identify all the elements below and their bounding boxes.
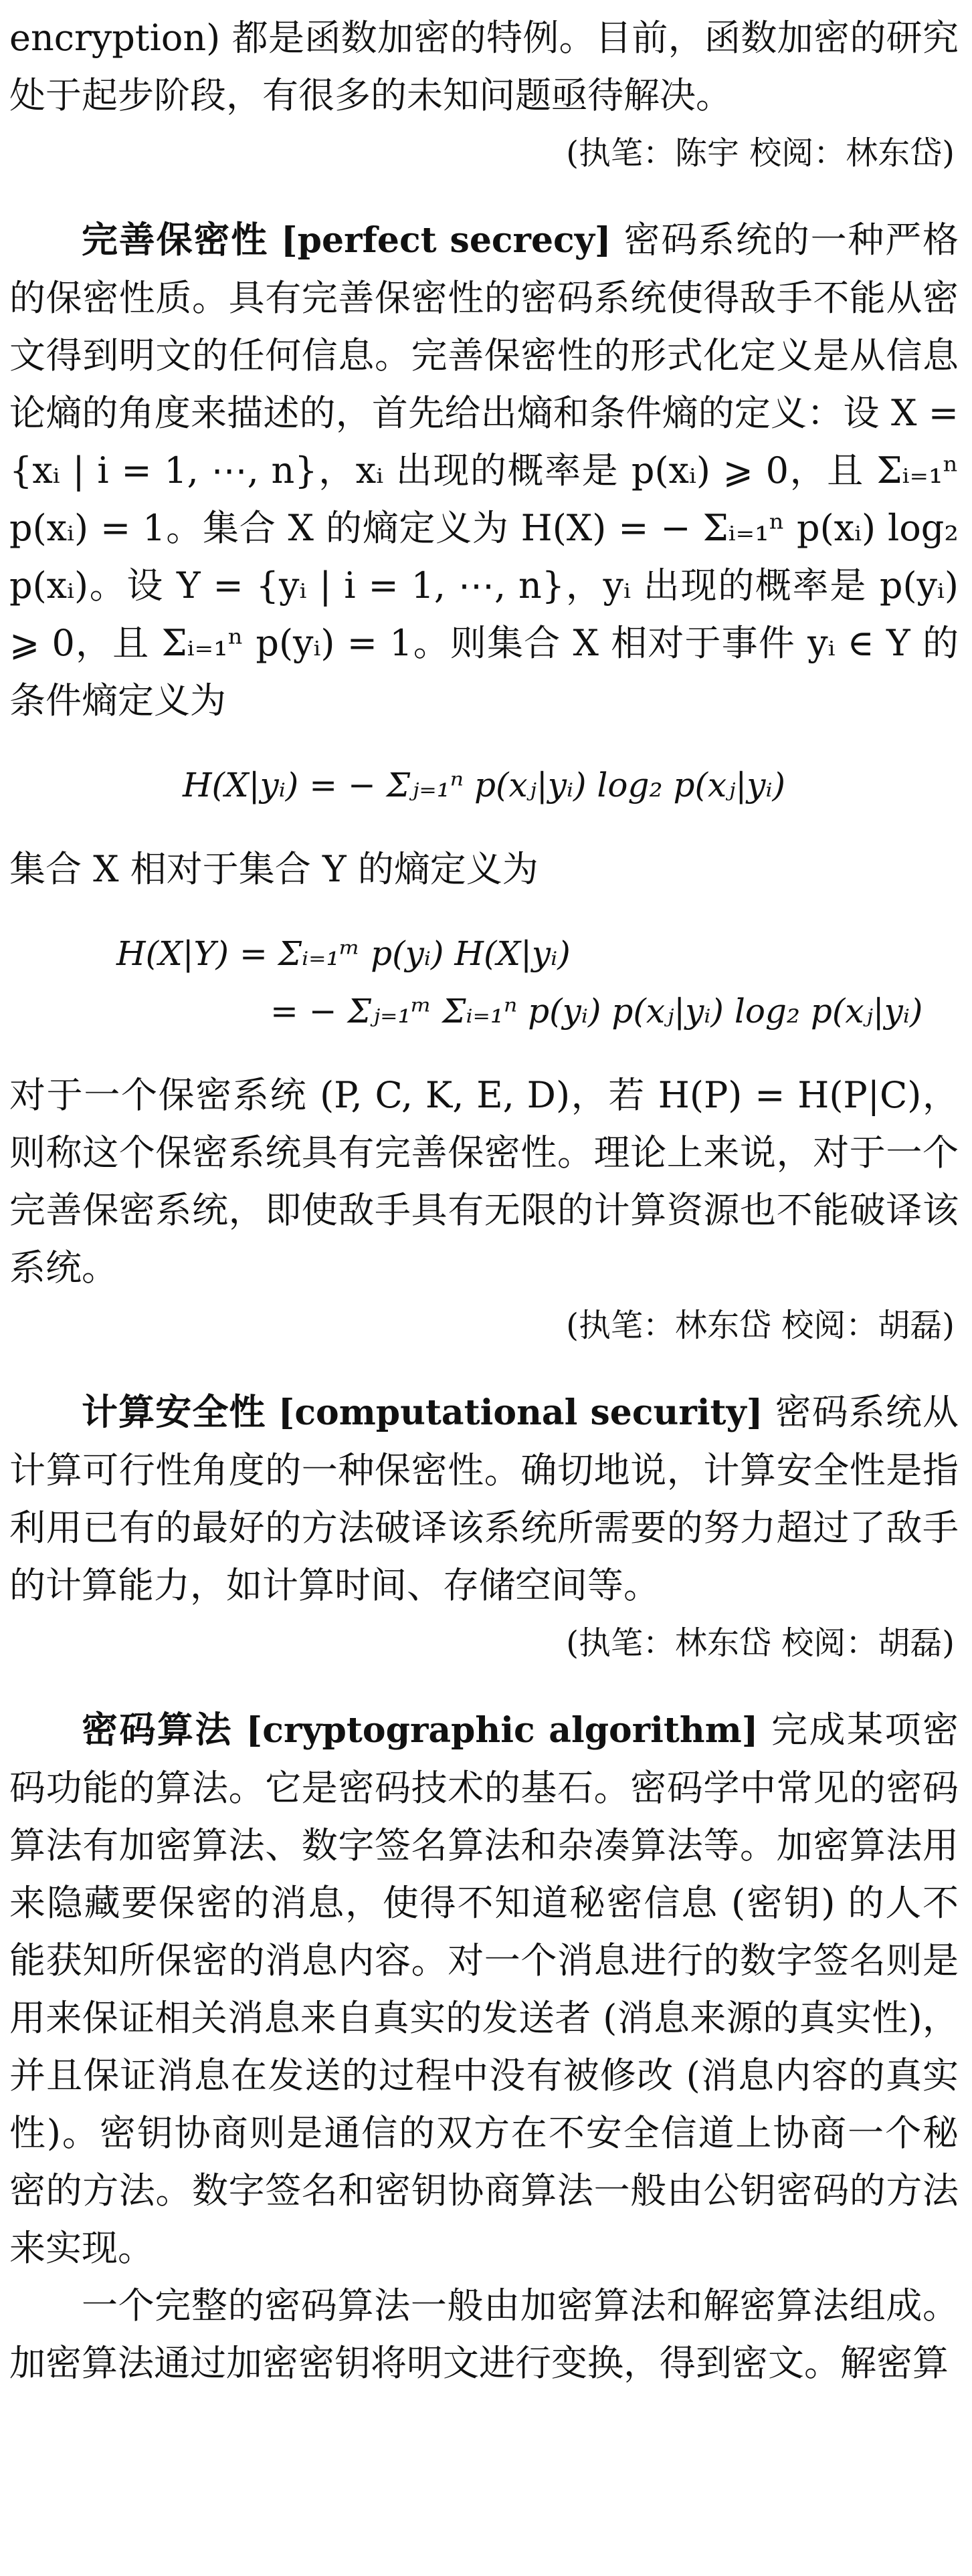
entry-term: 完善保密性	[82, 219, 269, 261]
entry-term: 计算安全性	[82, 1391, 266, 1433]
entry-computational-security	[9, 1384, 959, 1672]
equation-conditional-entropy: H(X|yᵢ) = − Σⱼ₌₁ⁿ p(xⱼ|yᵢ) log₂ p(xⱼ|yᵢ)	[182, 766, 786, 804]
intro-paragraph: encryption) 都是函数加密的特例。目前，函数加密的研究处于起步阶段，有很多的未知问题亟待解决。	[9, 17, 959, 116]
entry-english-term: [perfect secrecy]	[281, 220, 611, 261]
equation-line-1: H(X|Y) = Σᵢ₌₁ᵐ p(yᵢ) H(X|yᵢ)	[116, 934, 571, 973]
perfect-signature: (执笔：林东岱 校阅：胡磊)	[566, 1307, 955, 1344]
entry-body: 完成某项密码功能的算法。它是密码技术的基石。密码学中常见的密码算法有加密算法、数字签名算法和杂凑算法等。加密算法用来隐藏要保密的消息，使得不知道秘密信息 (密钥) 的人不能获知所保密的消息内容。对一个消息进行的数字签名则是用来保证相关消息来自真实的发送者 (消息来源的真实性)，并且保证消息在发送的过程中没有被修改 (消息内容的真实性)。密钥协商则是通信的双方在不安全信道上协商一个秘密的方法。数字签名和密钥协商算法一般由公钥密码的方法来实现。	[9, 1709, 959, 2269]
entry-english-term: [computational security]	[278, 1392, 763, 1433]
entry-body: 密码系统的一种严格的保密性质。具有完善保密性的密码系统使得敌手不能从密文得到明文的任何信息。完善保密性的形式化定义是从信息论熵的角度来描述的，首先给出熵和条件熵的定义：设 X = {xᵢ | i = 1, ⋯, n}，xᵢ 出现的概率是 p(xᵢ) ⩾ 0，且 Σᵢ₌₁ⁿ p(xᵢ) = 1。集合 X 的熵定义为 H(X) = − Σᵢ₌₁ⁿ p(xᵢ) log₂ p(xᵢ)。设 Y = {yᵢ | i = 1, ⋯, n}，yᵢ 出现的概率是 p(yᵢ) ⩾ 0，且 Σᵢ₌₁ⁿ p(yᵢ) = 1。则集合 X 相对于事件 yᵢ ∈ Y 的条件熵定义为	[9, 219, 959, 722]
intro-signature: (执笔：陈宇 校阅：林东岱)	[566, 134, 955, 172]
entry-perfect-secrecy	[9, 211, 959, 1354]
algorithm-paragraph-2: 一个完整的密码算法一般由加密算法和解密算法组成。加密算法通过加密密钥将明文进行变换，得到密文。解密算	[9, 2284, 959, 2384]
computational-paragraph	[9, 1384, 959, 1614]
entry-cryptographic-algorithm	[9, 1701, 959, 2392]
equation-set-entropy	[9, 925, 959, 1040]
computational-signature: (执笔：林东岱 校阅：胡磊)	[566, 1624, 955, 1662]
equation-line-2: = − Σⱼ₌₁ᵐ Σᵢ₌₁ⁿ p(yᵢ) p(xⱼ|yᵢ) log₂ p(xⱼ|yᵢ)	[270, 992, 923, 1031]
perfect-paragraph-1	[9, 211, 959, 730]
perfect-paragraph-3: 对于一个保密系统 (P, C, K, E, D)，若 H(P) = H(P|C)，则称这个保密系统具有完善保密性。理论上来说，对于一个完善保密系统，即使敌手具有无限的计算资源也不能破译该系统。	[9, 1074, 959, 1289]
algorithm-paragraph-1	[9, 1701, 959, 2277]
entry-english-term: [cryptographic algorithm]	[246, 1710, 759, 1751]
entry-body: 密码系统从计算可行性角度的一种保密性。确切地说，计算安全性是指利用已有的最好的方法破译该系统所需要的努力超过了敌手的计算能力，如计算时间、存储空间等。	[9, 1391, 959, 1606]
perfect-paragraph-2: 集合 X 相对于集合 Y 的熵定义为	[9, 848, 539, 890]
entry-term: 密码算法	[82, 1709, 233, 1751]
